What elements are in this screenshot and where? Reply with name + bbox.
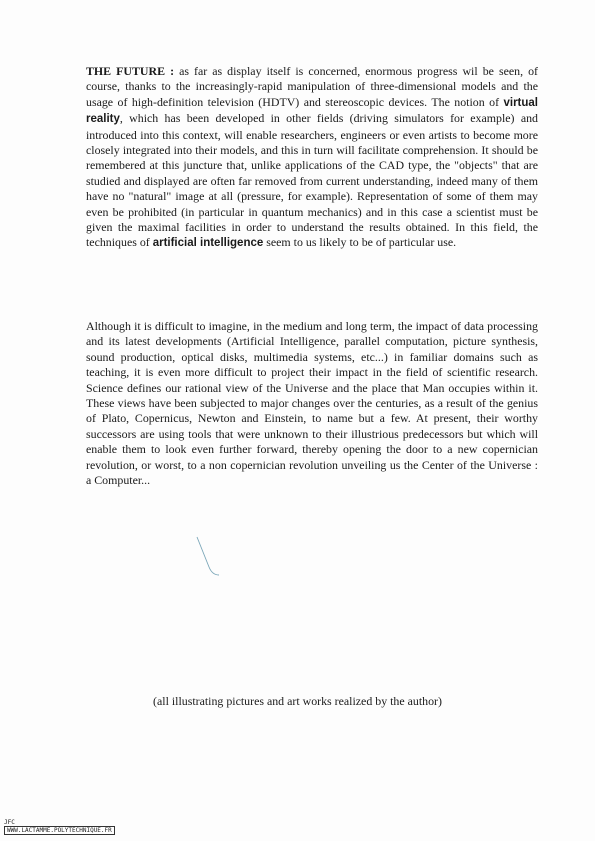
illustration-credit-caption: (all illustrating pictures and art works realized by the author)	[153, 694, 442, 708]
paragraph-future-text-3: seem to us likely to be of particular use.	[263, 235, 457, 250]
paragraph-future-text-1: as far as display itself is concerned, enormous progress wil be seen, of course, thanks to the increasingly-rapid manipulation of three-dimensional models and the usage of high-definition television (HDTV) and stereoscopic devices. The notion of	[86, 64, 538, 109]
site-watermark	[4, 819, 115, 835]
watermark-label: JFC	[4, 819, 15, 826]
future-heading: THE FUTURE :	[86, 64, 175, 78]
paragraph-future-text-2: , which has been developed in other fields (driving simulators for example) and introduced into this context, will enable researchers, engineers or even artists to become more closely integrated into their models, and this in turn will facilitate comprehension. It should be remembered at this juncture that, unlike applications of the CAD type, the "objects" that are studied and displayed are often far removed from current understanding, indeed many of them have no "natural" image at all (pressure, for example). Representation of some of them may even be prohibited (in particular in quantum mechanics) and in this case a scientist must be given the maximal facilities in order to understand the results obtained. In this field, the techniques of	[86, 111, 538, 250]
paragraph-future	[86, 64, 538, 252]
watermark-url: WWW.LACTAMME.POLYTECHNIQUE.FR	[4, 826, 115, 835]
pen-mark-scribble	[195, 535, 225, 577]
paragraph-impact: Although it is difficult to imagine, in the medium and long term, the impact of data processing and its latest developments (Artificial Intelligence, parallel computation, picture synthesis, sound production, optical disks, multimedia systems, etc...) in familiar domains such as teaching, it is even more difficult to project their impact in the field of scientific research. Science defines our rational view of the Universe and the place that Man occupies within it. These views have been subjected to major changes over the centuries, as a result of the genius of Plato, Copernicus, Newton and Einstein, to name but a few. At present, their worthy successors are using tools that were unknown to their illustrious predecessors but which will enable them to look even further forward, thereby opening the door to a new copernician revolution, or worst, to a non copernician revolution unveiling us the Center of the Universe : a Computer...	[86, 319, 538, 488]
virtual-reality-term: virtual reality	[86, 96, 538, 126]
artificial-intelligence-term: artificial intelligence	[152, 237, 264, 250]
